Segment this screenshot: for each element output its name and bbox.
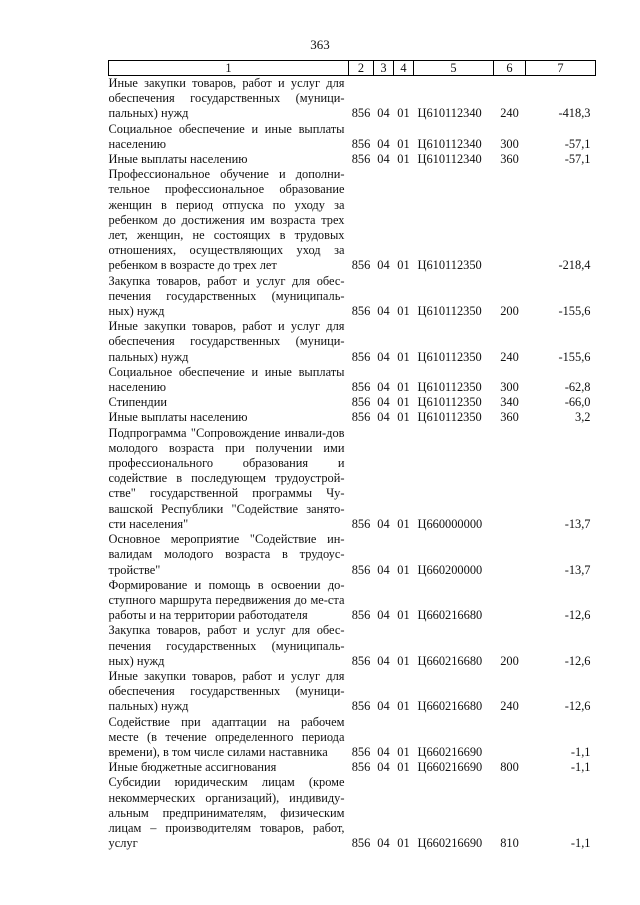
- header-cell: 7: [526, 61, 596, 76]
- table-row: [109, 395, 596, 410]
- header-cell: 4: [394, 61, 414, 76]
- row-code-target: Ц660216690: [417, 836, 483, 851]
- row-name: Иные закупки товаров, работ и услуг для обеспечения государственных (муници-пальных) нужд: [108, 319, 345, 364]
- row-code-section: 04: [377, 653, 390, 668]
- row-code-section: 04: [377, 349, 390, 364]
- row-code-target: Ц610112340: [417, 136, 482, 151]
- header-cell: 5: [414, 61, 494, 76]
- row-code-section: 04: [377, 836, 390, 851]
- header-cell: 6: [494, 61, 526, 76]
- row-code-expense-type: [494, 167, 526, 273]
- row-name: Стипендии: [108, 395, 167, 410]
- row-code-target: Ц610112350: [417, 258, 482, 273]
- table-row: [109, 122, 596, 152]
- row-amount: -12,6: [564, 653, 591, 668]
- header-cell: 3: [374, 61, 394, 76]
- row-code-target: Ц610112350: [417, 395, 482, 410]
- table-row: [109, 152, 596, 167]
- row-code-ministry: 856: [351, 744, 371, 759]
- row-code-ministry: 856: [351, 562, 371, 577]
- row-code-ministry: 856: [351, 653, 371, 668]
- row-code-subsection: 01: [397, 152, 410, 167]
- row-code-subsection: 01: [397, 653, 410, 668]
- row-code-ministry: 856: [351, 836, 371, 851]
- row-code-target: Ц660216680: [417, 699, 483, 714]
- row-code-subsection: 01: [397, 608, 410, 623]
- row-code-ministry: 856: [351, 516, 371, 531]
- row-code-ministry: 856: [351, 699, 371, 714]
- row-name: Профессиональное обучение и дополни-тельное профессиональное образование женщин в период отпуска по уходу за ребенком до достижения им возраста трех лет, женщин, не состоящих в трудовых отношениях, осуществляющих уход за ребенком в возрасте до трех лет: [108, 167, 345, 273]
- row-name: Иные закупки товаров, работ и услуг для обеспечения государственных (муници-пальных) нужд: [108, 76, 345, 121]
- row-code-expense-type: 360: [500, 410, 519, 425]
- row-code-ministry: 856: [351, 395, 371, 410]
- row-code-subsection: 01: [397, 836, 410, 851]
- page-number: 363: [310, 37, 330, 52]
- row-amount: -218,4: [558, 258, 591, 273]
- row-code-subsection: 01: [397, 304, 410, 319]
- row-code-target: Ц660216690: [417, 744, 483, 759]
- table-row: [109, 775, 596, 851]
- row-code-subsection: 01: [397, 395, 410, 410]
- row-name: Социальное обеспечение и иные выплаты населению: [108, 121, 345, 151]
- row-name: Закупка товаров, работ и услуг для обес-печения государственных (муниципаль-ных) нужд: [108, 623, 345, 668]
- row-amount: -418,3: [558, 106, 591, 121]
- row-amount: -13,7: [564, 516, 591, 531]
- row-code-ministry: 856: [351, 410, 371, 425]
- table-row: [109, 578, 596, 624]
- row-code-target: Ц660000000: [417, 516, 483, 531]
- header-cell: 2: [349, 61, 374, 76]
- row-code-target: Ц610112350: [417, 349, 482, 364]
- row-code-target: Ц610112350: [417, 410, 482, 425]
- row-code-subsection: 01: [397, 136, 410, 151]
- row-name: Формирование и помощь в освоении до-ступного маршрута передвижения до ме-ста работы и на территории работодателя: [108, 577, 345, 623]
- row-code-section: 04: [377, 608, 390, 623]
- header-row: [109, 61, 596, 76]
- row-code-ministry: 856: [351, 258, 371, 273]
- header-cell: 1: [109, 61, 349, 76]
- row-name: Иные выплаты населению: [108, 410, 248, 425]
- row-code-section: 04: [377, 380, 390, 395]
- row-code-expense-type: 300: [500, 380, 519, 395]
- row-name: Субсидии юридическим лицам (кроме некоммерческих организаций), индивиду-альным предпринимателям, физическим лицам – производителям товаров, работ, услуг: [108, 775, 345, 851]
- row-code-section: 04: [377, 258, 390, 273]
- row-name: Закупка товаров, работ и услуг для обес-печения государственных (муниципаль-ных) нужд: [108, 273, 345, 319]
- table-row: [109, 365, 596, 395]
- row-code-expense-type: [494, 532, 526, 578]
- table-row: [109, 410, 596, 425]
- row-code-section: 04: [377, 152, 390, 167]
- row-code-expense-type: 240: [500, 349, 519, 364]
- row-code-target: Ц660216680: [417, 653, 483, 668]
- row-code-section: 04: [377, 744, 390, 759]
- row-code-expense-type: 810: [500, 836, 519, 851]
- row-name: Социальное обеспечение и иные выплаты населению: [108, 364, 345, 395]
- row-code-target: Ц660216680: [417, 608, 483, 623]
- row-amount: -57,1: [564, 152, 591, 167]
- row-amount: -155,6: [558, 304, 591, 319]
- table-row: [109, 319, 596, 365]
- row-code-section: 04: [377, 760, 390, 775]
- row-code-section: 04: [377, 395, 390, 410]
- row-code-section: 04: [377, 106, 390, 121]
- row-code-target: Ц610112340: [417, 152, 482, 167]
- row-code-subsection: 01: [397, 760, 410, 775]
- row-code-section: 04: [377, 410, 390, 425]
- row-code-expense-type: [494, 715, 526, 761]
- row-code-ministry: 856: [351, 152, 371, 167]
- row-code-expense-type: 200: [500, 304, 519, 319]
- table-row: [109, 669, 596, 715]
- row-name: Подпрограмма "Сопровождение инвали-дов молодого возраста при получении ими профессионального образования и содействие в последующем трудоустрой-стве" государственной программы Чу-вашской Республики "Содействие занято-сти населения": [108, 425, 345, 531]
- row-code-subsection: 01: [397, 562, 410, 577]
- row-amount: -12,6: [564, 608, 591, 623]
- table-row: [109, 76, 596, 122]
- row-code-expense-type: 240: [500, 699, 519, 714]
- row-code-subsection: 01: [397, 106, 410, 121]
- row-amount: -13,7: [564, 562, 591, 577]
- row-code-target: Ц660216690: [417, 760, 483, 775]
- row-code-expense-type: 240: [500, 106, 519, 121]
- row-code-expense-type: 300: [500, 136, 519, 151]
- table-row: [109, 760, 596, 775]
- row-code-section: 04: [377, 562, 390, 577]
- table-row: [109, 623, 596, 669]
- row-amount: -62,8: [564, 380, 591, 395]
- budget-table: [108, 60, 596, 851]
- row-amount: -155,6: [558, 349, 591, 364]
- table-row: [109, 167, 596, 273]
- row-code-target: Ц660200000: [417, 562, 483, 577]
- row-code-ministry: 856: [351, 608, 371, 623]
- row-code-expense-type: 340: [500, 395, 519, 410]
- row-amount: -57,1: [564, 136, 591, 151]
- table-row: [109, 532, 596, 578]
- row-code-target: Ц610112350: [417, 304, 482, 319]
- table-row: [109, 715, 596, 761]
- row-code-section: 04: [377, 699, 390, 714]
- table-row: [109, 426, 596, 532]
- row-code-subsection: 01: [397, 516, 410, 531]
- row-code-subsection: 01: [397, 410, 410, 425]
- row-code-ministry: 856: [351, 380, 371, 395]
- row-code-ministry: 856: [351, 136, 371, 151]
- row-code-target: Ц610112350: [417, 380, 482, 395]
- row-code-subsection: 01: [397, 699, 410, 714]
- row-amount: -1,1: [570, 744, 591, 759]
- row-code-subsection: 01: [397, 744, 410, 759]
- row-code-section: 04: [377, 304, 390, 319]
- row-code-ministry: 856: [351, 760, 371, 775]
- row-code-expense-type: 360: [500, 152, 519, 167]
- row-amount: -1,1: [570, 836, 591, 851]
- row-code-subsection: 01: [397, 380, 410, 395]
- row-code-expense-type: 800: [500, 760, 519, 775]
- row-code-ministry: 856: [351, 304, 371, 319]
- row-name: Иные бюджетные ассигнования: [108, 760, 277, 775]
- row-code-subsection: 01: [397, 349, 410, 364]
- row-amount: -12,6: [564, 699, 591, 714]
- row-name: Иные закупки товаров, работ и услуг для обеспечения государственных (муници-пальных) нужд: [108, 668, 345, 714]
- row-name: Основное мероприятие "Содействие ин-валидам молодого возраста в трудоус-тройстве": [108, 532, 345, 577]
- row-name: Содействие при адаптации на рабочем месте (в течение определенного периода времени), в том числе силами наставника: [108, 714, 345, 759]
- row-amount: -66,0: [564, 395, 591, 410]
- row-code-ministry: 856: [351, 349, 371, 364]
- row-code-section: 04: [377, 516, 390, 531]
- table-row: [109, 274, 596, 320]
- row-code-target: Ц610112340: [417, 106, 482, 121]
- row-name: Иные выплаты населению: [108, 152, 248, 167]
- row-code-expense-type: 200: [500, 653, 519, 668]
- row-code-section: 04: [377, 136, 390, 151]
- row-code-subsection: 01: [397, 258, 410, 273]
- row-code-ministry: 856: [351, 106, 371, 121]
- row-amount: 3,2: [575, 410, 591, 425]
- row-code-expense-type: [494, 578, 526, 624]
- row-amount: -1,1: [570, 760, 591, 775]
- row-code-expense-type: [494, 426, 526, 532]
